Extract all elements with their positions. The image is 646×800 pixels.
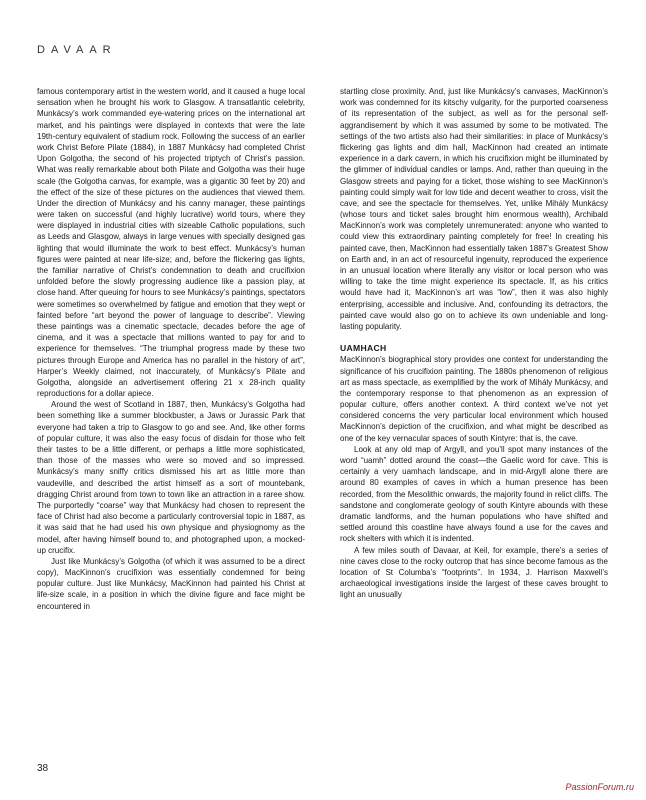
body-paragraph: famous contemporary artist in the western world, and it caused a huge local sensation when he brought his work to Glasgow. A transatlantic celebrity, Munkácsy’s work commanded eye-watering prices on the international art market, and his paintings were displayed in contexts that were the late 19th-century equivalent of stadium rock. Following the success of an earlier work Christ Before Pilate (1884), in 1887 Munkácsy had completed Christ Upon Golgotha, the second of his projected triptych of Christ’s passion. What was really remarkable about both Pilate and Golgotha was their huge scale (the Golgotha canvas, for example, was a gigantic 30 feet by 20) and the effect of the size of these pictures on the audiences that viewed them. Under the direction of Munkácsy and his canny manager, these paintings were taken on successful (and highly lucrative) world tours, where they were displayed in industrial cities with sizeable Catholic populations, such as Leeds and Glasgow, always in large venues with specially designed gas lighting that would illuminate the work to best effect. Munkácsy’s human figures were painted at near life-size; and, before the flickering gas lights, the familiar narrative of Christ’s condemnation to death and crucifixion unfolded before the slowly progressing audience like a passion play, at close hand. After queuing for hours to see Munkácsy’s paintings, spectators were sometimes so overwhelmed by fatigue and emotion that they wept or fainted before “art beyond the power of language to describe”. Viewing these paintings was a cinematic spectacle, decades before the age of cinema, and it was a spectacle that millions wanted to pay for and to experience for themselves. “The triumphal progress made by these two pictures through Europe and America has no parallel in the history of art”, Harper’s Weekly claimed, not inaccurately, of Munkácsy’s Pilate and Golgotha, alongside an advertisement offering 21 x 28-inch quality reproductions for a dollar apiece. xyxy=(37,87,305,399)
section-heading: UAMHACH xyxy=(340,343,387,354)
body-paragraph: MacKinnon’s biographical story provides one context for understanding the significance of his crucifixion painting. The 1880s phenomenon of religious art as mass spectacle, as exemplified by the work of Mihály Munkácsy, and the contemporary response to that phenomenon as an expression of popular culture, offers another context. A third context we’ve not yet considered concerns the very particular local environment which housed MacKinnon’s depiction of the crucifixion, and what might be described as one of the key vernacular spaces of south Kintyre: that is, the cave. xyxy=(340,355,608,443)
body-paragraph: Look at any old map of Argyll, and you’ll spot many instances of the word “uamh” dotted around the coast—the Gaelic word for cave. This is certainly a very uamhach landscape, and in mid-Argyll alone there are around 80 examples of caves in which a human presence has been recorded, from the Mesolithic onwards, the majority found in relict cliffs. The sandstone and conglomerate geology of south Kintyre abounds with these dramatic landforms, and the human populations who have shifted and settled around this coastline have always found a use for the caves and rock shelters with which it is indented. xyxy=(340,444,608,544)
body-paragraph: A few miles south of Davaar, at Keil, for example, there’s a series of nine caves close to the rocky outcrop that has since become famous as the location of St Columba’s “footprints”. In 1934, J. Harrison Maxwell’s archaeological investigations inside the largest of these caves brought to light an unusually xyxy=(340,545,608,600)
body-paragraph: Just like Munkácsy’s Golgotha (of which it was assumed to be a direct copy), MacKinnon’s crucifixion was essentially condemned for being popular culture. Just like Munkácsy, MacKinnon had painted his Christ at life-size scale, in a position in which the divine figure and face might be encountered in xyxy=(37,556,305,611)
page-number: 38 xyxy=(37,763,49,774)
body-paragraph: startling close proximity. And, just like Munkácsy’s canvases, MacKinnon’s work was condemned for its kitschy vulgarity, for the purported coarseness of its representation of the subject, as well as for the personal self-aggrandisement by which it was assumed by some to be motivated. The settings of the two artists also had their similarities: in place of Munkácsy’s flickering gas lights and dim hall, MacKinnon had created an intimate experience in a dark cavern, in which his crucifixion might be illuminated by the glimmer of individual candles or lamps. And, rather than queuing in the Glasgow streets and paying for a ticket, those wishing to see MacKinnon’s painting could simply wait for low tide and decent weather to cross, visit the cave, and see the spectacle for themselves. Yet, unlike Mihály Munkácsy (whose tours and ticket sales brought him enormous wealth), Archibald MacKinnon’s work was completely unremunerated: anyone who wanted to could view this extraordinary painting completely for free! In creating his painted cave, then, MacKinnon had essentially taken 1887’s Greatest Show on Earth and, in an act of resourceful ingenuity, reproduced the experience in an unusual location where literally any visitor or local person who was willing to take the time might experience its spectacle. If, as his critics would have had it, MacKinnon’s art was “low”, then it was also highly enterprising, accessible and inclusive. And, confounding its detractors, the painted cave would also go on to achieve its own undeniable and long-lasting popularity. xyxy=(340,87,608,331)
right-column xyxy=(340,86,608,600)
left-column xyxy=(37,86,305,612)
watermark: PassionForum.ru xyxy=(565,782,634,792)
running-title: DAVAAR xyxy=(37,44,117,56)
body-paragraph: Around the west of Scotland in 1887, then, Munkácsy’s Golgotha had been something like a summer blockbuster, a Jaws or Jurassic Park that everyone had taken a trip to Glasgow to go and see. And, like other forms of popular culture, it was also the easy focus of disdain for those who felt their tastes to be a little different, or perhaps a little more sophisticated, than those of the masses who were so moved and so impressed. Munkácsy’s many sniffy critics dismissed his art as little more than vaudeville, and described the artist himself as a sort of mountebank, dragging Christ around from town to town like an attraction in a raree show. The purportedly “coarse” way that Munkácsy had chosen to represent the face of Christ had also become a particularly controversial topic in 1887, as it was said that he had used his own physique and physiognomy as the model, after having himself bound to, and photographed upon, a mocked-up crucifix. xyxy=(37,400,305,555)
